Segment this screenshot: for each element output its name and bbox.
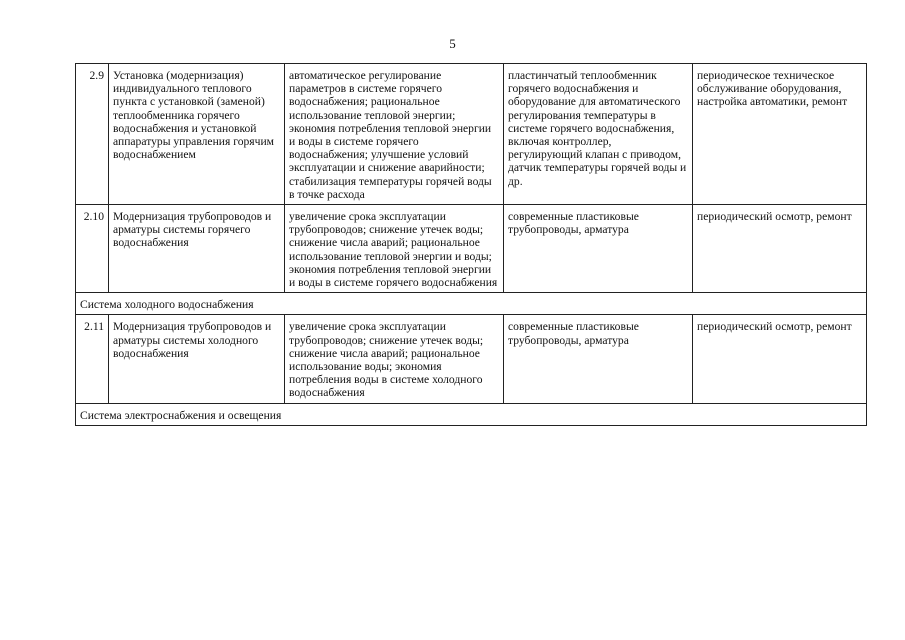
maintenance-cell	[693, 205, 867, 293]
section-row	[76, 403, 867, 425]
effect-cell	[285, 315, 504, 403]
equipment-text: современные пластиковые трубопроводы, арматура	[508, 210, 639, 237]
measure-text: Установка (модернизация) индивидуального теплового пункта с установкой (заменой) теплообменника горячего водоснабжения и установкой аппаратуры управления горячим водоснабжением	[113, 69, 274, 162]
table-row	[76, 64, 867, 205]
equipment-cell	[504, 64, 693, 205]
measure-cell	[109, 64, 285, 205]
effect-cell	[285, 64, 504, 205]
effect-text: увеличение срока эксплуатации трубопроводов; снижение утечек воды; снижение числа аварий; рациональное использование тепловой энергии и воды; экономия потребления тепловой энергии и воды в системе горячего водоснабжения	[289, 210, 498, 290]
section-row	[76, 293, 867, 315]
maintenance-cell	[693, 64, 867, 205]
measure-text: Модернизация трубопроводов и арматуры системы горячего водоснабжения	[113, 210, 272, 250]
row-number: 2.11	[76, 315, 109, 403]
measures-table	[75, 63, 867, 426]
equipment-cell	[504, 205, 693, 293]
equipment-cell	[504, 315, 693, 403]
table-row	[76, 315, 867, 403]
effect-text: автоматическое регулирование параметров в системе горячего водоснабжения; рациональное использование тепловой энергии; экономия потребления тепловой энергии и воды в системе горячего водоснабжения; улучшение условий эксплуатации и снижение аварийности; стабилизация температуры горячей воды в точке расхода	[289, 69, 492, 201]
section-title: Система холодного водоснабжения	[76, 293, 867, 315]
row-number: 2.10	[76, 205, 109, 293]
effect-text: увеличение срока эксплуатации трубопроводов; снижение утечек воды; снижение числа аварий; рациональное использование воды; экономия потребления воды в системе холодного водоснабжения	[289, 320, 484, 400]
effect-cell	[285, 205, 504, 293]
page-number: 5	[449, 36, 456, 51]
equipment-text: современные пластиковые трубопроводы, арматура	[508, 320, 639, 347]
table-row	[76, 205, 867, 293]
row-number: 2.9	[76, 64, 109, 205]
maintenance-cell	[693, 315, 867, 403]
maintenance-text: периодическое техническое обслуживание оборудования, настройка автоматики, ремонт	[697, 69, 848, 109]
measure-cell	[109, 205, 285, 293]
maintenance-text: периодический осмотр, ремонт	[697, 320, 852, 334]
measure-text: Модернизация трубопроводов и арматуры системы холодного водоснабжения	[113, 320, 272, 360]
equipment-text: пластинчатый теплообменник горячего водоснабжения и оборудование для автоматического регулирования температуры в системе горячего водоснабжения, включая контроллер, регулирующий клапан с приводом, датчик температуры горячей воды и др.	[508, 69, 687, 188]
maintenance-text: периодический осмотр, ремонт	[697, 210, 852, 224]
measure-cell	[109, 315, 285, 403]
section-title: Система электроснабжения и освещения	[76, 403, 867, 425]
